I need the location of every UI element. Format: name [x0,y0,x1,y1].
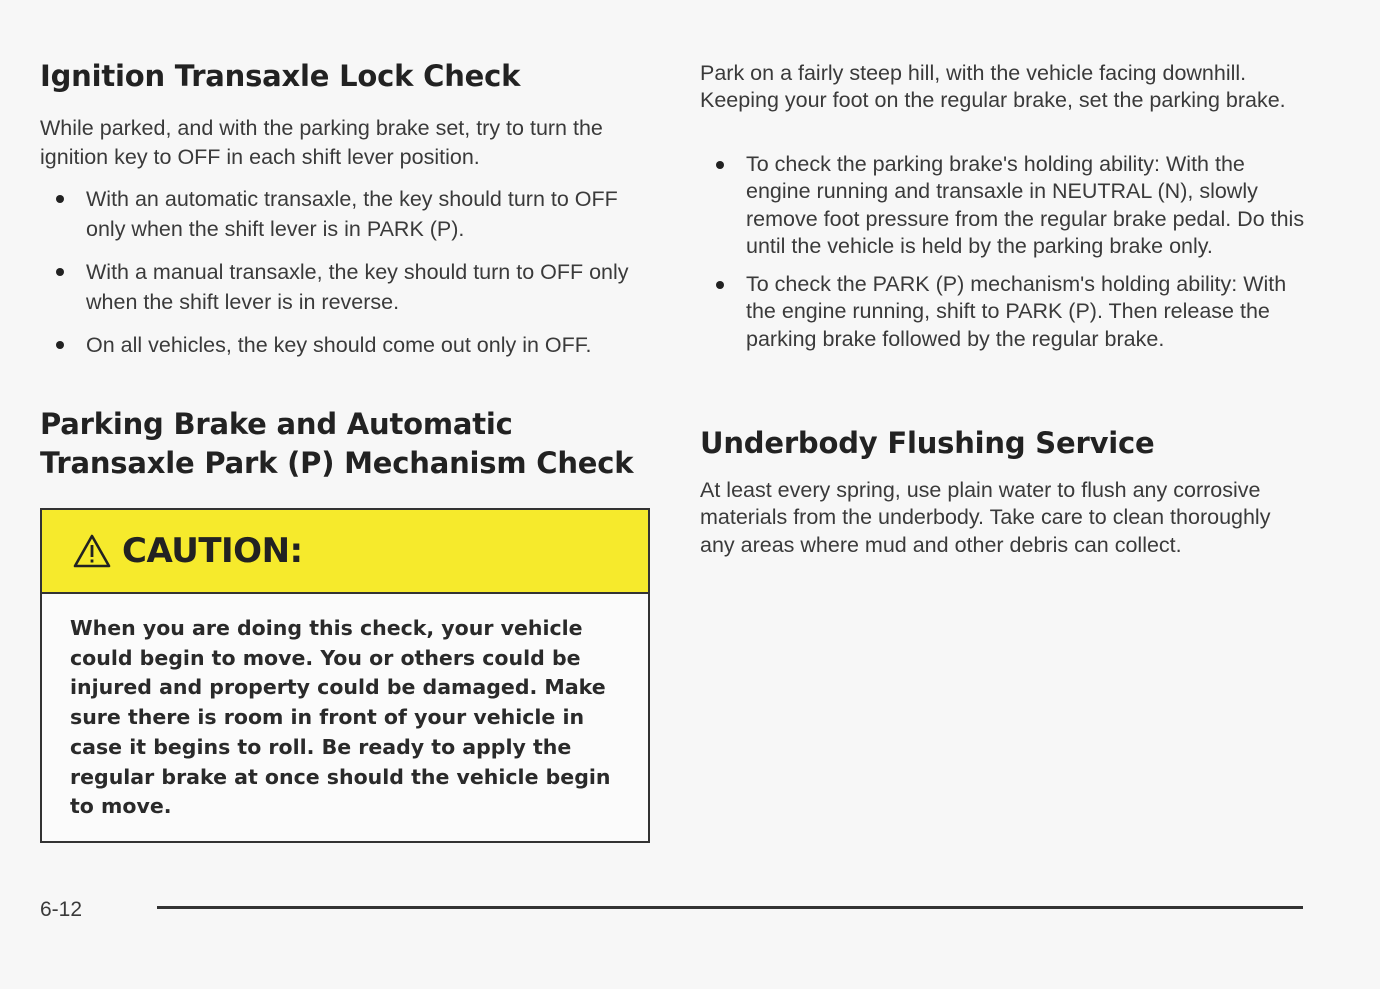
caution-header [42,510,648,594]
list-item-text: To check the parking brake's holding ability: With the engine running and transaxle in NEUTRAL (N), slowly remove foot pressure from the regular brake pedal. Do this until the vehicle is held by the parking brake only. [746,152,1305,258]
list-item-text: With a manual transaxle, the key should turn to OFF only when the shift lever is in reverse. [86,260,629,314]
bullet-icon [56,341,64,349]
parking-brake-check-heading: Parking Brake and Automatic Transaxle Park (P) Mechanism Check [40,407,634,480]
list-item [40,330,650,360]
list-item-text: With an automatic transaxle, the key should turn to OFF only when the shift lever is in PARK (P). [86,187,618,241]
list-item [40,257,650,317]
caution-label: CAUTION: [122,531,303,571]
bullet-icon [56,195,64,203]
caution-box [40,508,650,843]
ignition-lock-intro: While parked, and with the parking brake set, try to turn the ignition key to OFF in each shift lever position. [40,116,603,169]
list-item [700,151,1310,260]
park-check-list [700,151,1310,364]
bullet-icon [716,161,724,169]
ignition-lock-heading: Ignition Transaxle Lock Check [40,59,521,93]
footer-rule [157,906,1303,909]
underbody-flushing-text: At least every spring, use plain water to flush any corrosive materials from the underbody. Take care to clean thoroughly any areas where mud and other debris can collect. [700,478,1271,557]
caution-text: When you are doing this check, your vehicle could begin to move. You or others could be injured and property could be damaged. Make sure there is room in front of your vehicle in case it begins to roll. Be ready to apply the regular brake at once should the vehicle begin to move. [70,616,611,819]
list-item [40,184,650,244]
list-item-text: On all vehicles, the key should come out only in OFF. [86,333,592,357]
warning-triangle-icon [72,533,112,569]
page-number: 6-12 [40,898,83,921]
bullet-icon [716,281,724,289]
park-check-intro: Park on a fairly steep hill, with the vehicle facing downhill. Keeping your foot on the regular brake, set the parking brake. [700,61,1286,113]
bullet-icon [56,268,64,276]
list-item [700,271,1310,353]
list-item-text: To check the PARK (P) mechanism's holding ability: With the engine running, shift to PARK (P). Then release the parking brake followed by the regular brake. [746,272,1287,351]
ignition-lock-list [40,184,650,373]
underbody-flushing-heading: Underbody Flushing Service [700,426,1155,460]
